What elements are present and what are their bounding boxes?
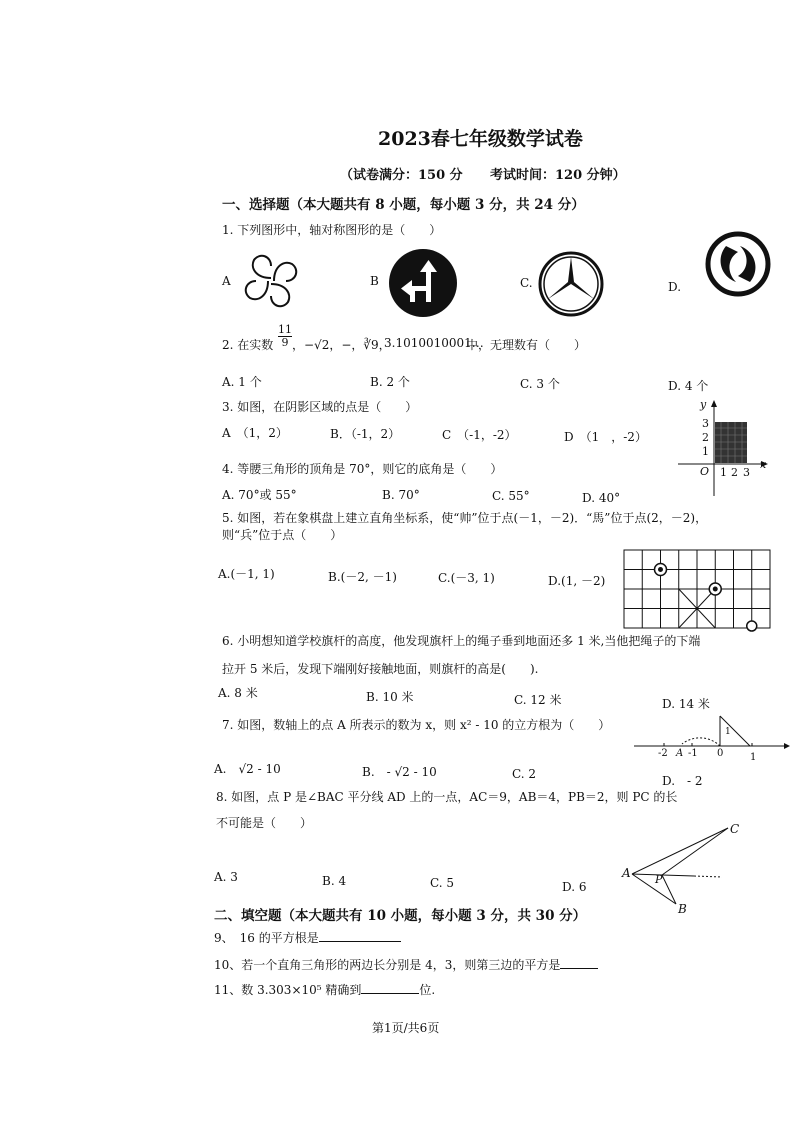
x-tick-2: 2 bbox=[731, 466, 738, 479]
fraction-11-9 bbox=[278, 324, 292, 349]
q8-option-d: D. 6 bbox=[562, 880, 587, 894]
q1-option-c: C. bbox=[520, 276, 533, 290]
answer-blank-11[interactable] bbox=[361, 993, 419, 994]
question-8-line-2: 不可能是（ ） bbox=[216, 816, 313, 830]
q6-option-c: C. 12 米 bbox=[514, 693, 562, 707]
y-tick-3: 3 bbox=[702, 417, 709, 430]
q4-option-a: A. 70°或 55° bbox=[222, 488, 297, 502]
page-title: 2023春七年级数学试卷 bbox=[378, 128, 583, 150]
question-9 bbox=[214, 929, 401, 946]
y-tick-1: 1 bbox=[702, 445, 709, 458]
question-9-text: 9、 16 的平方根是 bbox=[214, 931, 319, 945]
question-2-prefix: 2. 在实数 bbox=[222, 338, 274, 352]
number-line-tick-neg2: -2 bbox=[658, 748, 668, 759]
question-11-prefix: 11、数 3.303×10⁵ 精确到 bbox=[214, 983, 362, 997]
q6-option-d: D. 14 米 bbox=[662, 697, 710, 711]
q4-option-c: C. 55° bbox=[492, 489, 530, 503]
q7-option-a: A. √2 - 10 bbox=[214, 762, 281, 776]
q2-option-b: B. 2 个 bbox=[370, 375, 410, 389]
traffic-sign-icon bbox=[388, 248, 458, 318]
q2-option-c: C. 3 个 bbox=[520, 377, 560, 391]
point-label-c: C bbox=[730, 822, 740, 836]
q7-option-c: C. 2 bbox=[512, 767, 537, 781]
section-2-heading: 二、填空题（本大题共有 10 小题，每小题 3 分，共 30 分） bbox=[214, 908, 587, 924]
x-tick-1: 1 bbox=[720, 466, 727, 479]
number-line-tick-0: 0 bbox=[717, 748, 724, 759]
section-1-heading: 一、选择题（本大题共有 8 小题，每小题 3 分，共 24 分） bbox=[222, 197, 585, 213]
point-label-b: B bbox=[678, 902, 687, 916]
answer-blank-10[interactable] bbox=[560, 968, 598, 969]
triangle-unit-label: 1 bbox=[725, 727, 731, 737]
question-5-line-1: 5. 如图，若在象棋盘上建立直角坐标系，使“帅”位于点(－1，－2)．“馬”位于点(2，－2)， bbox=[222, 511, 708, 525]
number-line-point-a: A bbox=[676, 748, 684, 759]
q7-option-b: B. - √2 - 10 bbox=[362, 765, 437, 779]
chessboard-figure bbox=[622, 548, 772, 630]
number-line-tick-neg1: -1 bbox=[688, 748, 698, 759]
q4-option-d: D. 40° bbox=[582, 491, 621, 505]
question-2-number: 3.1010010001… bbox=[384, 336, 484, 350]
page-number: 第1页/共6页 bbox=[372, 1021, 440, 1035]
question-6-line-1: 6. 小明想知道学校旗杆的高度，他发现旗杆上的绳子垂到地面还多 1 米,当他把绳子的下端 bbox=[222, 634, 701, 648]
question-5-line-2: 则“兵”位于点（ ） bbox=[222, 528, 343, 542]
fraction-denominator: 9 bbox=[281, 336, 289, 349]
coordinate-plane-figure bbox=[676, 398, 772, 498]
question-4: 4. 等腰三角形的顶角是 70°，则它的底角是（ ） bbox=[222, 462, 503, 476]
point-label-a: A bbox=[622, 866, 631, 880]
axis-label-y: y bbox=[700, 398, 707, 411]
q8-option-c: C. 5 bbox=[430, 876, 455, 890]
q5-option-c: C.(－3, 1) bbox=[438, 571, 495, 585]
q3-option-d: D （1 ，-2） bbox=[564, 430, 647, 444]
q3-option-c: C （-1，-2） bbox=[442, 428, 517, 442]
origin-label: O bbox=[700, 465, 710, 478]
question-2-mid: ，−√2，−，∛9， bbox=[292, 338, 391, 352]
number-line-figure bbox=[632, 712, 792, 768]
axis-label-x: x bbox=[760, 458, 767, 471]
question-7: 7. 如图，数轴上的点 A 所表示的数为 x，则 x² - 10 的立方根为（ ） bbox=[222, 718, 611, 732]
question-11 bbox=[214, 981, 435, 998]
q8-option-b: B. 4 bbox=[322, 874, 347, 888]
question-6-line-2: 拉开 5 米后，发现下端刚好接触地面，则旗杆的高是( ). bbox=[222, 662, 539, 676]
q2-option-d: D. 4 个 bbox=[668, 379, 709, 393]
y-tick-2: 2 bbox=[702, 431, 709, 444]
question-1: 1. 下列图形中，轴对称图形的是（ ） bbox=[222, 223, 442, 237]
swirl-logo-icon bbox=[706, 232, 770, 296]
q5-option-b: B.(－2, －1) bbox=[328, 570, 397, 584]
q2-option-a: A. 1 个 bbox=[222, 375, 262, 389]
q1-option-b: B bbox=[370, 274, 379, 288]
four-leaf-figure bbox=[238, 248, 304, 314]
answer-blank-9[interactable] bbox=[319, 941, 401, 942]
q5-option-d: D.(1, －2) bbox=[548, 574, 606, 588]
q5-option-a: A.(－1, 1) bbox=[218, 567, 275, 581]
q1-option-d: D. bbox=[668, 280, 682, 294]
question-8-line-1: 8. 如图，点 P 是∠BAC 平分线 AD 上的一点，AC＝9，AB＝4，PB＝2，则 PC 的长 bbox=[216, 790, 678, 804]
x-tick-3: 3 bbox=[743, 466, 750, 479]
point-label-p: P bbox=[655, 873, 663, 886]
full-score: （试卷满分：150 分 bbox=[340, 168, 463, 183]
q7-option-d: D. - 2 bbox=[662, 774, 703, 788]
q3-option-b: B．（-1，2） bbox=[330, 427, 401, 441]
question-2-suffix: 中，无理数有（ ） bbox=[466, 338, 587, 352]
exam-time: 考试时间：120 分钟） bbox=[490, 168, 626, 183]
question-11-suffix: 位. bbox=[419, 983, 436, 997]
question-3: 3. 如图，在阴影区域的点是（ ） bbox=[222, 400, 418, 414]
three-pointed-star-logo-icon bbox=[538, 251, 604, 317]
q3-option-a: A （1，2） bbox=[222, 426, 288, 440]
q6-option-b: B. 10 米 bbox=[366, 690, 414, 704]
q8-option-a: A. 3 bbox=[214, 870, 238, 884]
chess-piece-general bbox=[747, 621, 757, 631]
q1-option-a: A bbox=[222, 274, 231, 288]
question-10 bbox=[214, 956, 598, 973]
number-line-tick-1: 1 bbox=[750, 752, 757, 763]
q4-option-b: B. 70° bbox=[382, 488, 420, 502]
q6-option-a: A. 8 米 bbox=[218, 686, 258, 700]
question-10-text: 10、若一个直角三角形的两边长分别是 4，3，则第三边的平方是 bbox=[214, 958, 561, 972]
fraction-numerator: 11 bbox=[278, 323, 292, 336]
